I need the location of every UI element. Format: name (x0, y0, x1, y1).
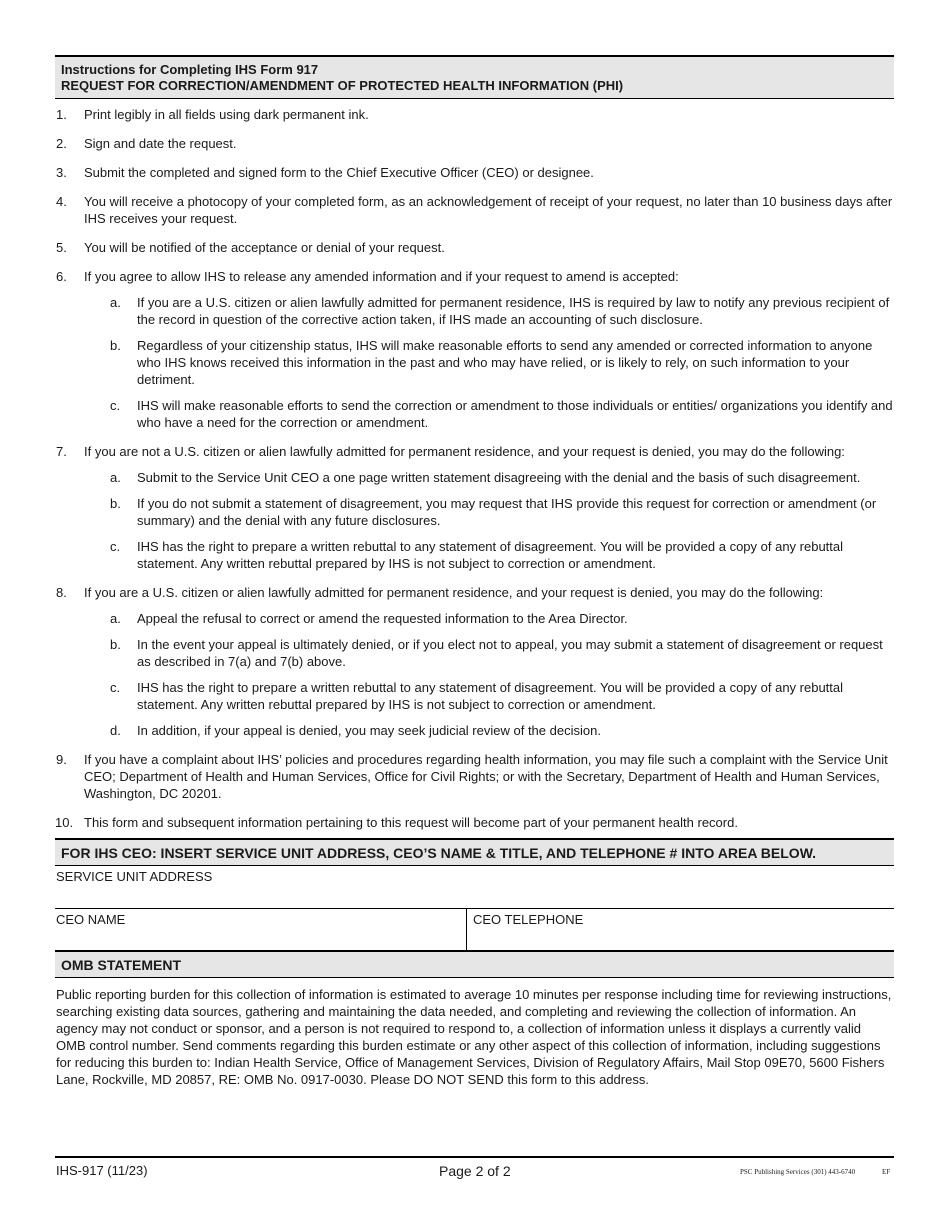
item-number: 10. (55, 815, 74, 830)
instruction-item (55, 239, 894, 256)
sub-item (84, 610, 894, 627)
sub-item (84, 722, 894, 739)
omb-statement-header: OMB STATEMENT (55, 950, 894, 978)
service-unit-address-label: SERVICE UNIT ADDRESS (56, 869, 213, 884)
instructions-header (55, 55, 894, 99)
sub-item (84, 495, 894, 529)
sub-item (84, 538, 894, 572)
instruction-item (55, 135, 894, 152)
ceo-name-field[interactable] (55, 909, 467, 950)
sub-letter: c. (110, 398, 121, 413)
sub-letter: a. (110, 470, 121, 485)
sub-item (84, 636, 894, 670)
sub-text: Submit to the Service Unit CEO a one page written statement disagreeing with the denial and the basis of such disagreement. (137, 470, 861, 485)
ceo-info-row (55, 909, 894, 950)
sub-item (84, 294, 894, 328)
item-text: Print legibly in all fields using dark permanent ink. (84, 107, 369, 122)
sub-letter: a. (110, 611, 121, 626)
item-text: If you agree to allow IHS to release any amended information and if your request to amend is accepted: (84, 269, 679, 284)
item-text: You will receive a photocopy of your completed form, as an acknowledgement of receipt of your request, no later than 10 business days after IHS receives your request. (84, 194, 893, 226)
item-number: 8. (56, 585, 67, 600)
header-subtitle: REQUEST FOR CORRECTION/AMENDMENT OF PROTECTED HEALTH INFORMATION (PHI) (61, 78, 624, 93)
header-title: Instructions for Completing IHS Form 917 (61, 62, 319, 77)
omb-statement-text: Public reporting burden for this collection of information is estimated to average 10 minutes per response including time for reviewing instructions, searching existing data sources, gathering and maintaining the data needed, and completing and reviewing the collection of information. An agency may not conduct or sponsor, and a person is not required to respond to, a collection of information unless it displays a currently valid OMB control number. Send comments regarding this burden estimate or any other aspect of this collection of information, including suggestions for reducing this burden to: Indian Health Service, Office of Management Services, Division of Regulatory Affairs, Mail Stop 09E70, 5600 Fishers Lane, Rockville, MD 20857, RE: OMB No. 0917-0030. Please DO NOT SEND this form to this address. (56, 987, 892, 1087)
sub-text: In the event your appeal is ultimately denied, or if you elect not to appeal, you may submit a statement of disagreement or request as described in 7(a) and 7(b) above. (137, 637, 883, 669)
sub-list (84, 294, 894, 431)
sub-letter: b. (110, 637, 121, 652)
item-text: If you are a U.S. citizen or alien lawfully admitted for permanent residence, and your request is denied, you may do the following: (84, 585, 824, 600)
sub-item (84, 397, 894, 431)
item-number: 7. (56, 444, 67, 459)
instruction-item (55, 584, 894, 739)
item-text: Submit the completed and signed form to the Chief Executive Officer (CEO) or designee. (84, 165, 594, 180)
sub-text: Regardless of your citizenship status, IHS will make reasonable efforts to send any amended or corrected information to anyone who IHS knows received this information in the past and who may have relied, or is likely to rely, on such information to your detriment. (137, 338, 873, 387)
sub-text: If you do not submit a statement of disagreement, you may request that IHS provide this request for correction or amendment (or summary) and the denial with any future disclosures. (137, 496, 877, 528)
item-number: 2. (56, 136, 67, 151)
ceo-telephone-field[interactable] (467, 909, 894, 950)
publisher-credit: PSC Publishing Services (301) 443-6740 (740, 1168, 856, 1176)
instruction-item (55, 164, 894, 181)
sub-list (84, 469, 894, 572)
sub-letter: c. (110, 680, 121, 695)
instruction-item (55, 751, 894, 802)
instructions-list (55, 106, 894, 831)
sub-letter: c. (110, 539, 121, 554)
instruction-item (55, 268, 894, 431)
service-unit-address-field[interactable] (55, 866, 894, 909)
sub-letter: b. (110, 496, 121, 511)
ef-mark: EF (882, 1168, 891, 1176)
instruction-item (55, 814, 894, 831)
item-text: This form and subsequent information pertaining to this request will become part of your permanent health record. (84, 815, 738, 830)
sub-list (84, 610, 894, 739)
sub-letter: b. (110, 338, 121, 353)
item-number: 9. (56, 752, 67, 767)
item-text: If you are not a U.S. citizen or alien lawfully admitted for permanent residence, and your request is denied, you may do the following: (84, 444, 845, 459)
ceo-name-label: CEO NAME (56, 912, 126, 927)
instruction-item (55, 443, 894, 572)
item-number: 5. (56, 240, 67, 255)
item-text: Sign and date the request. (84, 136, 237, 151)
page-number: Page 2 of 2 (439, 1163, 511, 1179)
sub-item (84, 469, 894, 486)
sub-text: IHS has the right to prepare a written rebuttal to any statement of disagreement. You will be provided a copy of any rebuttal statement. Any written rebuttal prepared by IHS is not subject to correction or amendment. (137, 680, 844, 712)
item-number: 4. (56, 194, 67, 209)
sub-text: If you are a U.S. citizen or alien lawfully admitted for permanent residence, IHS is required by law to notify any previous recipient of the record in question of the corrective action taken, if IHS made an accounting of such disclosure. (137, 295, 890, 327)
sub-letter: a. (110, 295, 121, 310)
item-number: 1. (56, 107, 67, 122)
sub-text: IHS will make reasonable efforts to send the correction or amendment to those individuals or entities/ organizations you identify and who have a need for the correction or amendment. (137, 398, 893, 430)
ceo-section-header: FOR IHS CEO: INSERT SERVICE UNIT ADDRESS, CEO’S NAME & TITLE, AND TELEPHONE # INTO AREA BELOW. (55, 838, 894, 866)
page-footer (55, 1156, 894, 1182)
item-number: 3. (56, 165, 67, 180)
item-text: If you have a complaint about IHS’ policies and procedures regarding health information, you may file such a complaint with the Service Unit CEO; Department of Health and Human Services, Office for Civil Rights; or with the Secretary, Department of Health and Human Services, Washington, DC 20201. (84, 752, 888, 801)
instruction-item (55, 193, 894, 227)
sub-text: Appeal the refusal to correct or amend the requested information to the Area Director. (137, 611, 628, 626)
sub-text: IHS has the right to prepare a written rebuttal to any statement of disagreement. You will be provided a copy of any rebuttal statement. Any written rebuttal prepared by IHS is not subject to correction or amendment. (137, 539, 844, 571)
item-number: 6. (56, 269, 67, 284)
instruction-item (55, 106, 894, 123)
item-text: You will be notified of the acceptance or denial of your request. (84, 240, 445, 255)
form-id: IHS-917 (11/23) (56, 1163, 148, 1178)
ceo-telephone-label: CEO TELEPHONE (473, 912, 584, 927)
form-page (55, 55, 894, 1088)
sub-item (84, 679, 894, 713)
sub-letter: d. (110, 723, 121, 738)
sub-text: In addition, if your appeal is denied, you may seek judicial review of the decision. (137, 723, 601, 738)
sub-item (84, 337, 894, 388)
